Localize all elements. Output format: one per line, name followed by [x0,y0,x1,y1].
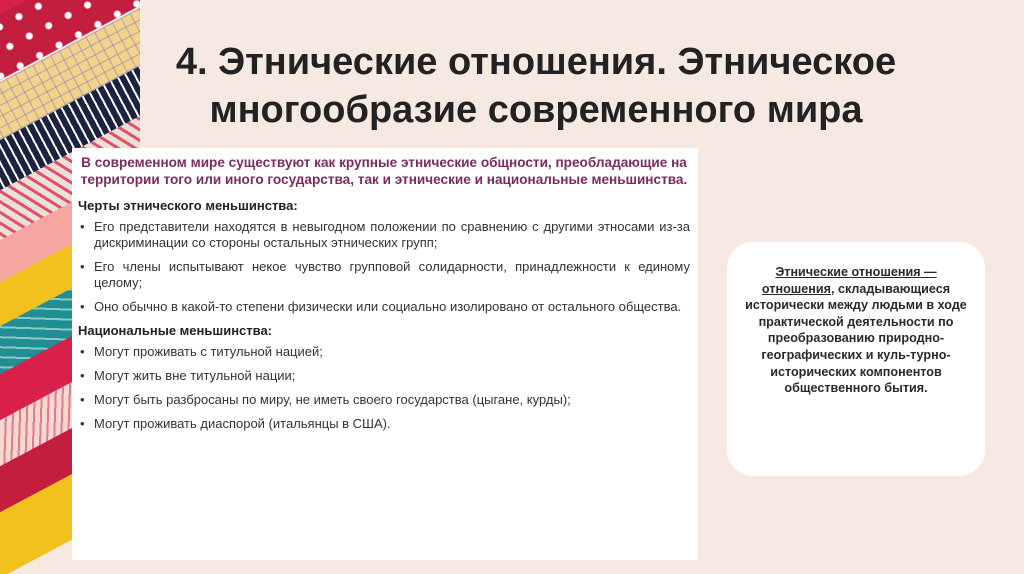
list-item: • Могут проживать диаспорой (итальянцы в США). [78,416,690,432]
list-item: • Могут жить вне титульной нации; [78,368,690,384]
definition-term: Этнические отношения — отношения, [761,265,937,296]
intro-paragraph: В современном мире существуют как крупные этнические общности, преобладающие на территории того или иного государства, так и этнические и национальные меньшинства. [80,155,688,187]
national-minorities-heading: Национальные меньшинства: [78,323,273,338]
main-text-card [72,148,698,560]
list-item: • Его представители находятся в невыгодном положении по сравнению с другими этносами из-за дискриминации со стороны остальных этнических групп; [78,219,690,251]
definition-text: складывающиеся исторически между людьми в ходе практической деятельности по преобразованию природно-географических и куль-турно-исторических компонентов общественного бытия. [745,281,967,396]
list-item: • Могут проживать с титульной нацией; [78,344,690,360]
list-item: • Могут быть разбросаны по миру, не иметь своего государства (цыгане, курды); [78,392,690,408]
minority-traits-heading: Черты этнического меньшинства: [78,198,298,213]
list-item: • Его члены испытывают некое чувство групповой солидарности, принадлежности к единому целому; [78,259,690,291]
list-item: • Оно обычно в какой-то степени физически или социально изолировано от остального общества. [78,299,690,315]
minority-traits-list [78,219,690,315]
definition-card [727,242,985,476]
slide-title: 4. Этнические отношения. Этническое многообразие современного мира [175,41,897,131]
national-minorities-list [78,344,690,432]
